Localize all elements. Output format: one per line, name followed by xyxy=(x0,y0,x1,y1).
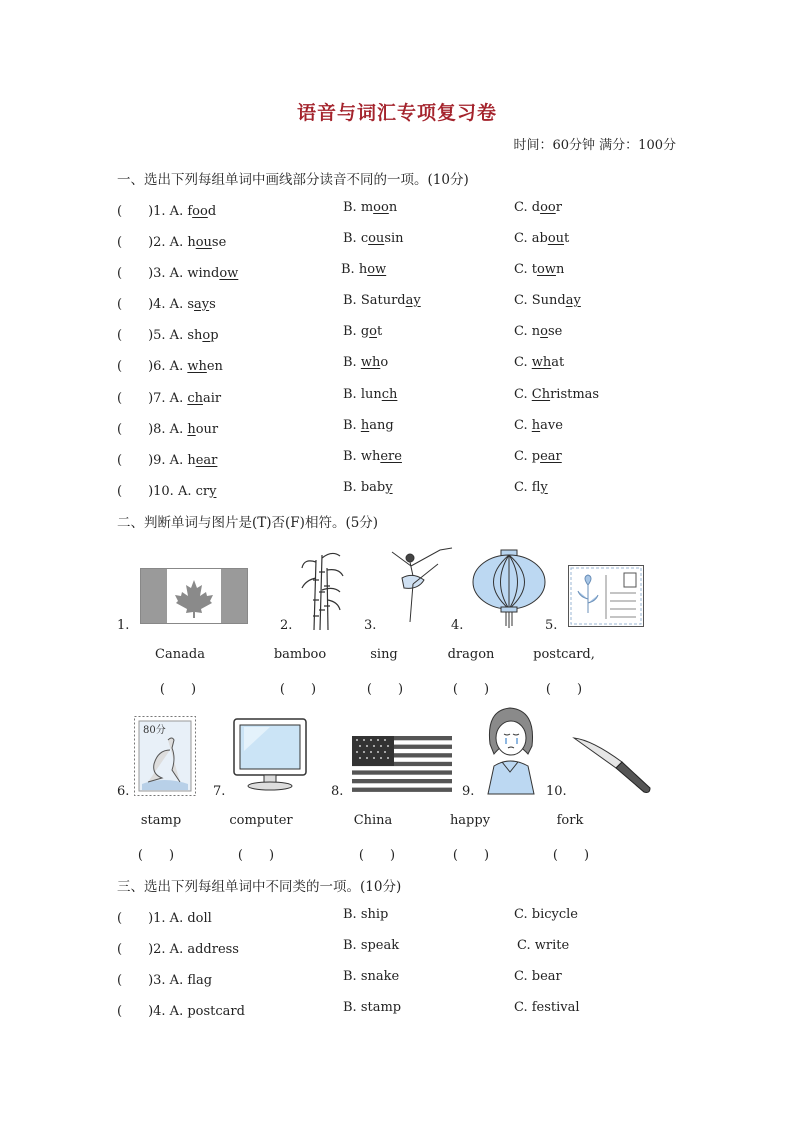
option-c-prefix: C. ab xyxy=(514,231,548,246)
option-c-prefix: C. xyxy=(514,418,532,433)
option-b-suffix: ang xyxy=(369,418,394,433)
option-c-prefix: C. t xyxy=(514,262,537,277)
question-number: ( )1. A. xyxy=(117,204,188,219)
option-b xyxy=(343,449,402,464)
option-b xyxy=(343,200,397,215)
option-b-prefix: B. xyxy=(343,355,361,370)
option-c: C. festival xyxy=(514,1000,580,1015)
picture-word: postcard, xyxy=(533,647,595,662)
picture-word: China xyxy=(353,813,393,828)
option-a-suffix: se xyxy=(211,235,227,250)
option-b-underlined: ay xyxy=(405,293,421,308)
option-a-underlined: o xyxy=(202,328,211,343)
option-b xyxy=(343,231,404,246)
option-c xyxy=(514,262,564,277)
option-a-prefix: cr xyxy=(195,484,210,499)
answer-blank[interactable]: ( ) xyxy=(452,848,490,863)
picture-number: 10. xyxy=(546,784,567,799)
option-c: C. bear xyxy=(514,969,562,984)
option-c-underlined: ear xyxy=(540,449,562,464)
option-c-underlined: Ch xyxy=(531,387,551,402)
option-b-underlined: wh xyxy=(360,355,381,370)
question-row: ( )4. A. postcard xyxy=(117,1004,245,1019)
option-b-underlined: ch xyxy=(381,387,398,402)
question-row xyxy=(117,262,238,281)
option-b-prefix: B. bab xyxy=(343,480,386,495)
option-b xyxy=(343,355,388,370)
picture-number: 7. xyxy=(213,784,226,799)
option-b-suffix: n xyxy=(388,200,398,215)
question-row xyxy=(117,387,221,406)
answer-blank[interactable]: ( ) xyxy=(237,848,275,863)
option-c-suffix: n xyxy=(555,262,565,277)
option-b-prefix: B. Saturd xyxy=(343,293,406,308)
option-a-underlined: ay xyxy=(194,297,210,312)
picture-word: stamp xyxy=(140,813,182,828)
answer-blank[interactable]: ( ) xyxy=(545,682,583,697)
question-row xyxy=(117,480,216,499)
option-c-underlined: ay xyxy=(565,293,581,308)
option-a-underlined: ear xyxy=(195,453,218,468)
question-number: ( )10. A. xyxy=(117,484,196,499)
option-a-underlined: h xyxy=(187,422,196,437)
option-c-underlined: y xyxy=(540,480,548,495)
option-c-suffix: ristmas xyxy=(550,387,600,402)
question-row xyxy=(117,231,226,250)
option-a-prefix: wind xyxy=(187,266,220,281)
option-b-prefix: B. h xyxy=(341,262,368,277)
computer-monitor-icon xyxy=(230,717,310,791)
option-a-underlined: ow xyxy=(219,266,239,281)
option-c xyxy=(514,231,569,246)
option-b-prefix: B. xyxy=(343,418,361,433)
option-b-underlined: y xyxy=(385,480,393,495)
option-c xyxy=(514,355,564,370)
option-b-underlined: o xyxy=(369,324,377,339)
option-c-suffix: se xyxy=(547,324,563,339)
option-a-underlined: ou xyxy=(195,235,212,250)
answer-blank[interactable]: ( ) xyxy=(452,682,490,697)
question-row xyxy=(117,200,216,219)
option-c: C. bicycle xyxy=(514,907,578,922)
picture-number: 6. xyxy=(117,784,130,799)
option-a-suffix: air xyxy=(203,391,222,406)
answer-blank[interactable]: ( ) xyxy=(137,848,175,863)
usa-flag-icon xyxy=(352,736,452,792)
question-number: ( )9. A. xyxy=(117,453,188,468)
picture-word: bamboo xyxy=(273,647,327,662)
option-c-suffix: at xyxy=(551,355,565,370)
option-c-underlined: h xyxy=(531,418,541,433)
canada-flag-icon xyxy=(140,568,248,624)
option-b-prefix: B. m xyxy=(343,200,374,215)
option-a-suffix: d xyxy=(207,204,217,219)
option-b: B. ship xyxy=(343,907,389,922)
option-b xyxy=(343,324,382,339)
option-c xyxy=(514,480,548,495)
picture-number: 2. xyxy=(280,618,293,633)
option-a-suffix: p xyxy=(210,328,219,343)
question-number: ( )6. A. xyxy=(117,359,188,374)
option-a-suffix: our xyxy=(195,422,219,437)
question-number: ( )3. A. xyxy=(117,266,188,281)
question-row: ( )1. A. doll xyxy=(117,911,212,926)
option-c-prefix: C. n xyxy=(514,324,541,339)
option-b xyxy=(343,293,421,308)
question-row xyxy=(117,418,218,437)
option-c-underlined: o xyxy=(540,324,548,339)
option-a-underlined: y xyxy=(209,484,217,499)
answer-blank[interactable]: ( ) xyxy=(279,682,317,697)
postcard-icon xyxy=(568,565,644,627)
option-c xyxy=(514,387,599,402)
option-b-prefix: B. wh xyxy=(343,449,381,464)
question-number: ( )4. A. xyxy=(117,297,188,312)
picture-number: 4. xyxy=(451,618,464,633)
option-c-prefix: C. xyxy=(514,355,532,370)
option-a-underlined: oo xyxy=(192,204,208,219)
option-c-underlined: wh xyxy=(531,355,552,370)
option-b-underlined: ere xyxy=(380,449,402,464)
stamp-value: 80分 xyxy=(143,725,166,736)
ballet-dancer-icon xyxy=(380,544,455,628)
question-row: ( )3. A. flag xyxy=(117,973,213,988)
option-c-suffix: ave xyxy=(540,418,563,433)
exam-meta: 时间：60分钟 满分：100分 xyxy=(513,138,676,153)
option-b-underlined: ow xyxy=(367,262,387,277)
question-number: ( )2. A. xyxy=(117,235,188,250)
option-c xyxy=(514,200,562,215)
question-row xyxy=(117,293,216,312)
option-c-prefix: C. d xyxy=(514,200,541,215)
option-c: C. write xyxy=(517,938,570,953)
picture-number: 1. xyxy=(117,618,130,633)
option-a-underlined: wh xyxy=(187,359,207,374)
section-2-heading: 二、判断单词与图片是(T)否(F)相符。(5分) xyxy=(117,515,379,531)
option-b-prefix: B. g xyxy=(343,324,370,339)
page-title: 语音与词汇专项复习卷 xyxy=(296,102,497,124)
question-row xyxy=(117,324,219,343)
option-c-prefix: C. fl xyxy=(514,480,541,495)
option-b-suffix: t xyxy=(376,324,383,339)
option-b: B. stamp xyxy=(343,1000,402,1015)
option-a-prefix: h xyxy=(187,235,196,250)
option-b-suffix: o xyxy=(380,355,389,370)
answer-blank[interactable]: ( ) xyxy=(159,682,197,697)
question-row: ( )2. A. address xyxy=(117,942,239,957)
picture-number: 9. xyxy=(462,784,475,799)
option-b xyxy=(343,480,393,495)
option-a-underlined: ch xyxy=(187,391,203,406)
option-c xyxy=(514,449,562,464)
option-b-underlined: ou xyxy=(368,231,385,246)
option-b: B. speak xyxy=(343,938,400,953)
option-b-underlined: oo xyxy=(373,200,389,215)
answer-blank[interactable]: ( ) xyxy=(366,682,404,697)
option-b xyxy=(341,262,386,277)
option-b-prefix: B. lun xyxy=(343,387,382,402)
option-a-prefix: s xyxy=(187,297,195,312)
option-c-prefix: C. Sund xyxy=(514,293,566,308)
question-number: ( )8. A. xyxy=(117,422,188,437)
option-a-suffix: s xyxy=(209,297,216,312)
option-c xyxy=(514,418,563,433)
picture-word: Canada xyxy=(155,647,205,662)
answer-blank[interactable]: ( ) xyxy=(552,848,590,863)
option-c-underlined: ou xyxy=(547,231,565,246)
picture-word: dragon xyxy=(447,647,495,662)
knife-icon xyxy=(572,734,652,796)
option-c-underlined: ow xyxy=(536,262,556,277)
picture-word: computer xyxy=(229,813,293,828)
question-number: ( )5. A. xyxy=(117,328,188,343)
picture-number: 5. xyxy=(545,618,558,633)
option-a-suffix: en xyxy=(206,359,223,374)
crying-girl-icon xyxy=(480,704,540,796)
question-row xyxy=(117,355,223,374)
option-a-prefix: f xyxy=(187,204,193,219)
option-c-prefix: C. xyxy=(514,387,532,402)
bamboo-icon xyxy=(300,550,345,632)
lantern-icon xyxy=(470,548,548,630)
option-b: B. snake xyxy=(343,969,400,984)
option-b-suffix: sin xyxy=(384,231,404,246)
option-b xyxy=(343,418,394,433)
question-row xyxy=(117,449,217,468)
option-a-prefix: h xyxy=(187,453,196,468)
option-c-underlined: oo xyxy=(540,200,556,215)
picture-word: fork xyxy=(556,813,584,828)
question-number: ( )7. A. xyxy=(117,391,188,406)
section-1-heading: 一、选出下列每组单词中画线部分读音不同的一项。(10分) xyxy=(117,172,469,188)
option-c xyxy=(514,324,562,339)
option-a-prefix: sh xyxy=(187,328,203,343)
section-3-heading: 三、选出下列每组单词中不同类的一项。(10分) xyxy=(117,879,402,895)
picture-number: 3. xyxy=(364,618,377,633)
kangaroo-stamp-icon xyxy=(134,716,196,796)
picture-word: sing xyxy=(370,647,398,662)
option-b-prefix: B. c xyxy=(343,231,369,246)
picture-word: happy xyxy=(449,813,491,828)
option-c-suffix: t xyxy=(564,231,570,246)
option-c-prefix: C. p xyxy=(514,449,541,464)
option-c-suffix: r xyxy=(555,200,562,215)
option-b-underlined: h xyxy=(360,418,370,433)
picture-number: 8. xyxy=(331,784,344,799)
option-b xyxy=(343,387,397,402)
option-c xyxy=(514,293,581,308)
answer-blank[interactable]: ( ) xyxy=(358,848,396,863)
